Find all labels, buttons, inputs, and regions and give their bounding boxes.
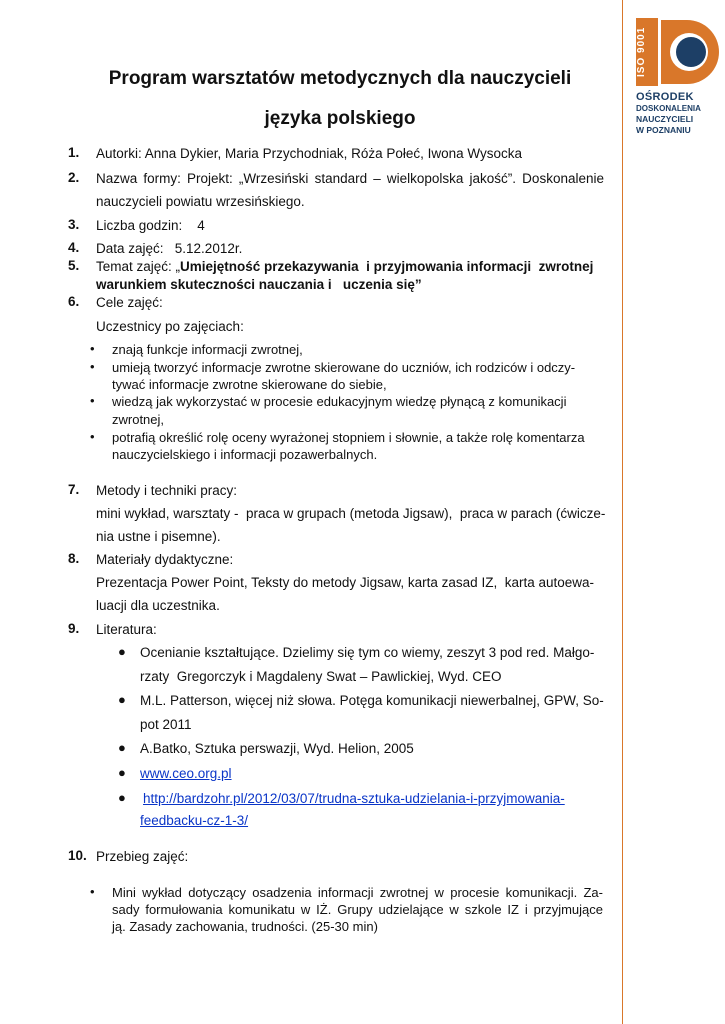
logo-name (636, 92, 725, 136)
goal-line: umieją tworzyć informacje zwrotne skierowane do uczniów, ich rodziców i odczy- (112, 360, 576, 375)
item-number-3: 3. (68, 217, 80, 232)
form-text-line-2: nauczycieli powiatu wrzesińskiego. (96, 194, 305, 209)
bardzohr-link-part-1[interactable]: http://bardzohr.pl/2012/03/07/trudna-sztuka-udzielania-i-przyjmowania- (143, 791, 565, 806)
logo-line-2: DOSKONALENIA (636, 104, 701, 113)
topic-text (96, 258, 593, 276)
goal-line: potrafią określić rolę oceny wyrażonej stopniem i słownie, a także rolę komentarza (112, 430, 585, 445)
methods-line-2: nia ustne i pisemne). (96, 529, 221, 544)
bullet-icon: • (90, 884, 95, 899)
course-label: Przebieg zajęć: (96, 849, 189, 864)
literature-entry: Ocenianie kształtujące. Dzielimy się tym co wiemy, zeszyt 3 pod red. Małgo- (140, 645, 595, 660)
methods-line-1: mini wykład, warsztaty - praca w grupach (metoda Jigsaw), praca w parach (ćwicze- (96, 506, 606, 521)
course-line: Mini wykład dotyczący osadzenia informacji zwrotnej w procesie komunikacji. Za- (112, 885, 603, 900)
logo-line-1: OŚRODEK (636, 91, 694, 103)
item-number-10: 10. (68, 848, 87, 863)
literature-entry: M.L. Patterson, więcej niż słowa. Potęga komunikacji niewerbalnej, GPW, So- (140, 693, 604, 708)
bullet-icon: ● (118, 790, 126, 805)
topic-bold-2: warunkiem skuteczności nauczania i uczenia się” (96, 277, 422, 292)
bullet-icon: ● (118, 740, 126, 755)
margin-rule (622, 0, 623, 1024)
goal-line: zwrotnej, (112, 412, 165, 427)
bullet-icon: ● (118, 692, 126, 707)
materials-line-2: luacji dla uczestnika. (96, 598, 220, 613)
form-text-line-1: Nazwa formy: Projekt: „Wrzesiński standard – wielkopolska jakość”. Doskonalenie (96, 171, 604, 186)
literature-entry: rzaty Gregorczyk i Magdaleny Swat – Pawlickiej, Wyd. CEO (140, 669, 502, 684)
goal-line: wiedzą jak wykorzystać w procesie edukacyjnym wiedzę płynącą z komunikacji (112, 394, 567, 409)
item-number-7: 7. (68, 482, 80, 497)
iso-label: ISO 9001 (636, 26, 647, 78)
hours-text: Liczba godzin: 4 (96, 218, 205, 233)
logo-line-3: NAUCZYCIELI (636, 114, 694, 124)
item-number-2: 2. (68, 170, 80, 185)
bullet-icon: • (90, 429, 95, 444)
literature-entry: A.Batko, Sztuka perswazji, Wyd. Helion, 2005 (140, 741, 414, 756)
odn-logo (623, 14, 725, 134)
item-number-9: 9. (68, 621, 80, 636)
methods-label: Metody i techniki pracy: (96, 483, 238, 498)
goal-line: tywać informacje zwrotne skierowane do siebie, (112, 377, 387, 392)
bullet-icon: • (90, 359, 95, 374)
logo-d-mark (659, 18, 721, 86)
logo-line-4: W POZNANIU (636, 125, 691, 135)
topic-prefix: Temat zajęć: „ (96, 259, 181, 274)
topic-bold-1: Umiejętność przekazywania i przyjmowania informacji zwrotnej (180, 259, 594, 274)
bullet-icon: • (90, 341, 95, 356)
item-number-5: 5. (68, 258, 80, 273)
goal-line: znają funkcje informacji zwrotnej, (112, 342, 303, 357)
course-line: sady formułowania komunikatu w IŻ. Grupy udzielające w szkole IZ i przyjmujące (112, 902, 603, 917)
item-number-8: 8. (68, 551, 80, 566)
date-text: Data zajęć: 5.12.2012r. (96, 241, 243, 256)
materials-line-1: Prezentacja Power Point, Teksty do metody Jigsaw, karta zasad IZ, karta autoewa- (96, 575, 594, 590)
item-number-4: 4. (68, 240, 80, 255)
goals-label: Cele zajęć: (96, 295, 163, 310)
ceo-link[interactable]: www.ceo.org.pl (140, 766, 232, 781)
course-line: ją. Zasady zachowania, trudności. (25-30 min) (112, 919, 378, 934)
bullet-icon: • (90, 393, 95, 408)
item-number-6: 6. (68, 294, 80, 309)
page-subtitle: języka polskiego (264, 108, 416, 129)
literature-label: Literatura: (96, 622, 157, 637)
goals-intro: Uczestnicy po zajęciach: (96, 319, 244, 334)
bullet-icon: ● (118, 644, 126, 659)
page-title: Program warsztatów metodycznych dla nauczycieli (108, 68, 572, 89)
materials-label: Materiały dydaktyczne: (96, 552, 234, 567)
goal-line: nauczycielskiego i informacji pozawerbalnych. (112, 447, 378, 462)
authors-text: Autorki: Anna Dykier, Maria Przychodniak, Róża Połeć, Iwona Wysocka (96, 146, 523, 161)
item-number-1: 1. (68, 145, 80, 160)
bullet-icon: ● (118, 765, 126, 780)
literature-entry: pot 2011 (140, 717, 192, 732)
bardzohr-link-part-2[interactable]: feedbacku-cz-1-3/ (140, 813, 249, 828)
